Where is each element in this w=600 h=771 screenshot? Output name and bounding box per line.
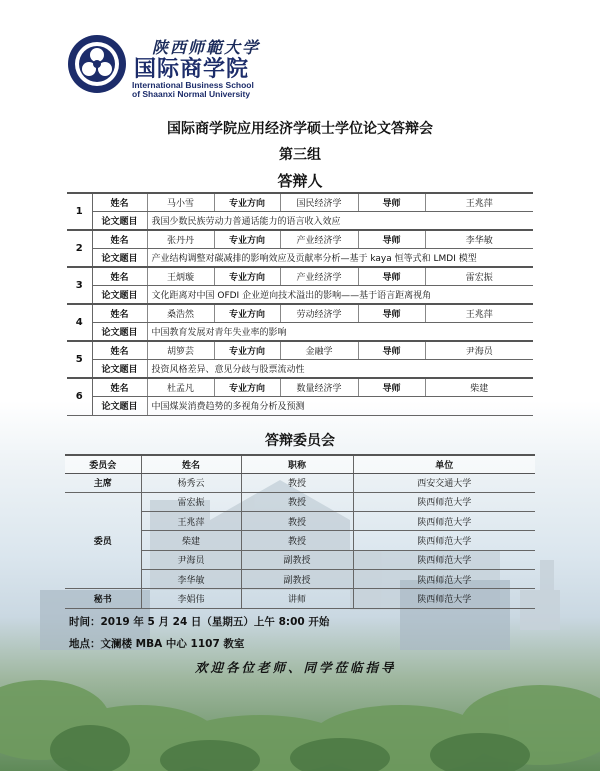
topic-label: 论文题目 bbox=[92, 212, 147, 231]
committee-title: 教授 bbox=[241, 473, 353, 492]
defender-topic: 投资风格差异、意见分歧与股票流动性 bbox=[147, 360, 533, 379]
defender-topic: 我国少数民族劳动力普通话能力的语言收入效应 bbox=[147, 212, 533, 231]
defender-advisor: 柴建 bbox=[425, 378, 533, 397]
topic-label: 论文题目 bbox=[92, 360, 147, 379]
name-label: 姓名 bbox=[92, 378, 147, 397]
defender-row-info bbox=[67, 378, 533, 397]
committee-title: 教授 bbox=[241, 492, 353, 511]
school-seal-logo bbox=[66, 33, 128, 95]
defender-row-topic bbox=[67, 397, 533, 416]
committee-header-row bbox=[65, 455, 535, 473]
defender-major: 产业经济学 bbox=[280, 230, 358, 249]
defender-name: 杜孟凡 bbox=[147, 378, 214, 397]
major-label: 专业方向 bbox=[214, 341, 280, 360]
defender-name: 胡箩芸 bbox=[147, 341, 214, 360]
member-role: 委员 bbox=[65, 492, 141, 588]
committee-row bbox=[65, 589, 535, 608]
committee-name: 尹海员 bbox=[141, 550, 241, 569]
committee-heading: 答辩委员会 bbox=[265, 433, 335, 449]
title-header: 职称 bbox=[241, 455, 353, 473]
committee-title: 副教授 bbox=[241, 550, 353, 569]
defenders-heading: 答辩人 bbox=[277, 172, 323, 190]
committee-unit: 西安交通大学 bbox=[353, 473, 535, 492]
committee-unit: 陕西师范大学 bbox=[353, 492, 535, 511]
committee-title: 副教授 bbox=[241, 569, 353, 588]
school-name-cn: 国际商学院 bbox=[134, 57, 250, 82]
defender-topic: 中国煤炭消费趋势的多视角分析及预测 bbox=[147, 397, 533, 416]
defender-name: 张丹丹 bbox=[147, 230, 214, 249]
defender-row-topic bbox=[67, 249, 533, 268]
major-label: 专业方向 bbox=[214, 267, 280, 286]
topic-label: 论文题目 bbox=[92, 323, 147, 342]
defender-row-topic bbox=[67, 360, 533, 379]
defender-major: 产业经济学 bbox=[280, 267, 358, 286]
committee-name: 李华敏 bbox=[141, 569, 241, 588]
advisor-label: 导师 bbox=[358, 304, 425, 323]
topic-label: 论文题目 bbox=[92, 397, 147, 416]
school-name-en-line2: of Shaanxi Normal University bbox=[132, 89, 251, 99]
advisor-label: 导师 bbox=[358, 378, 425, 397]
topic-label: 论文题目 bbox=[92, 286, 147, 305]
defender-topic: 文化距离对中国 OFDI 企业逆向技术溢出的影响——基于语言距离视角 bbox=[147, 286, 533, 305]
defender-row-topic bbox=[67, 323, 533, 342]
committee-unit: 陕西师范大学 bbox=[353, 589, 535, 608]
role-header: 委员会 bbox=[65, 455, 141, 473]
defender-number: 1 bbox=[67, 193, 92, 230]
event-time: 时间：2019 年 5 月 24 日（星期五）上午 8:00 开始 bbox=[69, 616, 330, 628]
defender-row-info bbox=[67, 304, 533, 323]
major-label: 专业方向 bbox=[214, 378, 280, 397]
committee-row bbox=[65, 473, 535, 492]
committee-name: 柴建 bbox=[141, 531, 241, 550]
topic-label: 论文题目 bbox=[92, 249, 147, 268]
defender-name: 桑浩然 bbox=[147, 304, 214, 323]
defender-advisor: 尹海员 bbox=[425, 341, 533, 360]
defender-number: 3 bbox=[67, 267, 92, 304]
unit-header: 单位 bbox=[353, 455, 535, 473]
defender-advisor: 李华敏 bbox=[425, 230, 533, 249]
defender-number: 4 bbox=[67, 304, 92, 341]
name-label: 姓名 bbox=[92, 193, 147, 212]
defender-advisor: 雷宏振 bbox=[425, 267, 533, 286]
defender-row-topic bbox=[67, 286, 533, 305]
group-label: 第三组 bbox=[279, 147, 321, 163]
committee-title: 讲师 bbox=[241, 589, 353, 608]
defender-row-info bbox=[67, 267, 533, 286]
school-name-en-line1: International Business School bbox=[132, 80, 254, 90]
welcome-message: 欢迎各位老师、同学莅临指导 bbox=[195, 660, 397, 675]
defender-name: 马小雪 bbox=[147, 193, 214, 212]
defender-name: 王炳璇 bbox=[147, 267, 214, 286]
defender-topic: 产业结构调整对碳减排的影响效应及贡献率分析—基于 kaya 恒等式和 LMDI 模型 bbox=[147, 249, 533, 268]
committee-name: 雷宏振 bbox=[141, 492, 241, 511]
committee-row bbox=[65, 492, 535, 511]
defender-major: 劳动经济学 bbox=[280, 304, 358, 323]
defender-major: 金融学 bbox=[280, 341, 358, 360]
defender-table bbox=[67, 192, 533, 416]
event-place: 地点：文澜楼 MBA 中心 1107 教室 bbox=[69, 638, 245, 650]
defender-row-info bbox=[67, 193, 533, 212]
defender-row-info bbox=[67, 230, 533, 249]
advisor-label: 导师 bbox=[358, 230, 425, 249]
name-label: 姓名 bbox=[92, 304, 147, 323]
defender-topic: 中国教育发展对青年失业率的影响 bbox=[147, 323, 533, 342]
defender-row-topic bbox=[67, 212, 533, 231]
committee-title: 教授 bbox=[241, 531, 353, 550]
name-label: 姓名 bbox=[92, 230, 147, 249]
committee-name: 王兆萍 bbox=[141, 512, 241, 531]
defender-advisor: 王兆萍 bbox=[425, 304, 533, 323]
name-header: 姓名 bbox=[141, 455, 241, 473]
committee-unit: 陕西师范大学 bbox=[353, 531, 535, 550]
advisor-label: 导师 bbox=[358, 267, 425, 286]
committee-title: 教授 bbox=[241, 512, 353, 531]
secretary-role: 秘书 bbox=[65, 589, 141, 608]
defender-major: 数量经济学 bbox=[280, 378, 358, 397]
committee-unit: 陕西师范大学 bbox=[353, 512, 535, 531]
major-label: 专业方向 bbox=[214, 230, 280, 249]
page-title: 国际商学院应用经济学硕士学位论文答辩会 bbox=[167, 121, 433, 137]
defender-number: 6 bbox=[67, 378, 92, 415]
committee-unit: 陕西师范大学 bbox=[353, 569, 535, 588]
defender-number: 2 bbox=[67, 230, 92, 267]
committee-table bbox=[65, 454, 535, 609]
university-name: 陕西师範大学 bbox=[152, 38, 261, 57]
major-label: 专业方向 bbox=[214, 304, 280, 323]
advisor-label: 导师 bbox=[358, 341, 425, 360]
committee-name: 杨秀云 bbox=[141, 473, 241, 492]
committee-name: 李娟伟 bbox=[141, 589, 241, 608]
advisor-label: 导师 bbox=[358, 193, 425, 212]
major-label: 专业方向 bbox=[214, 193, 280, 212]
chair-role: 主席 bbox=[65, 473, 141, 492]
committee-unit: 陕西师范大学 bbox=[353, 550, 535, 569]
defender-advisor: 王兆萍 bbox=[425, 193, 533, 212]
name-label: 姓名 bbox=[92, 341, 147, 360]
defender-number: 5 bbox=[67, 341, 92, 378]
name-label: 姓名 bbox=[92, 267, 147, 286]
defender-major: 国民经济学 bbox=[280, 193, 358, 212]
defender-row-info bbox=[67, 341, 533, 360]
